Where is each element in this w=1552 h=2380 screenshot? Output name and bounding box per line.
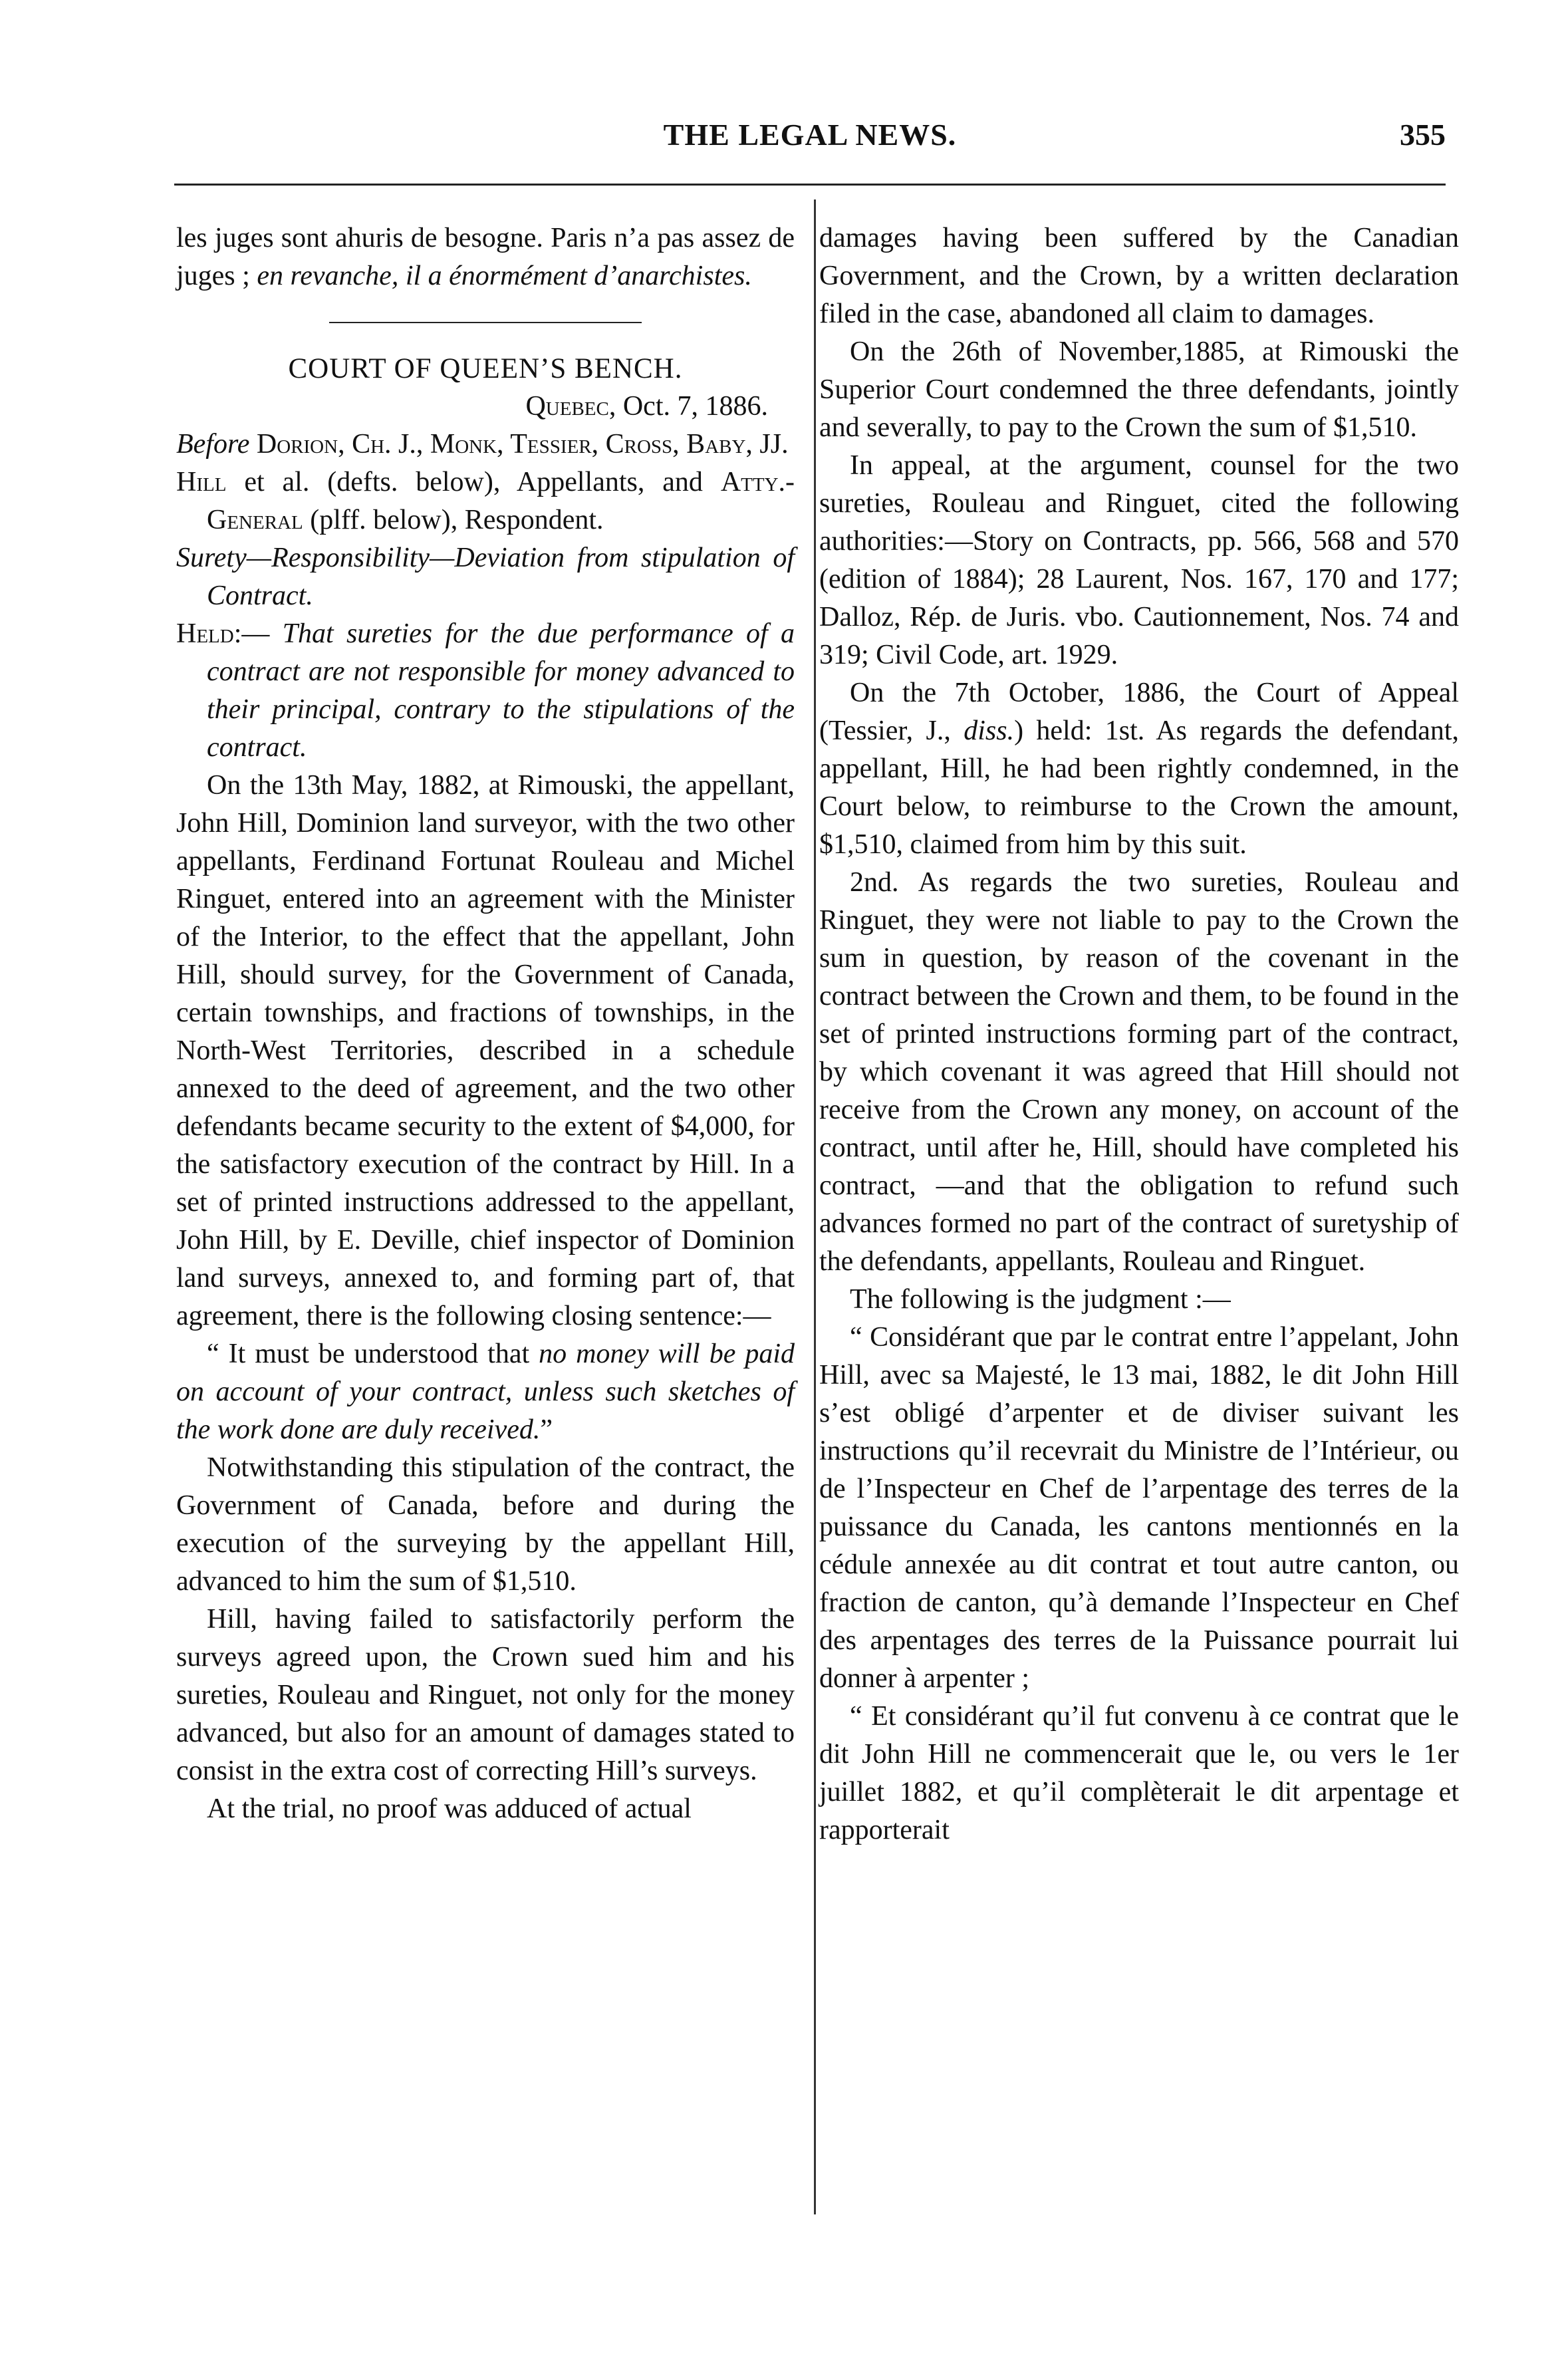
right-column [819, 219, 1459, 1849]
respondent-desc: (plff. below), Respondent. [310, 505, 604, 535]
held-colon: :— [233, 618, 270, 649]
column-divider [814, 199, 816, 2214]
before-word: Before [176, 429, 250, 460]
court-date: Oct. 7, 1886. [622, 391, 768, 422]
judgment-intro: The following is the judgment :— [850, 1284, 1231, 1315]
considerant-paragraph-2: “ Et considérant qu’il fut convenu à ce contrat que le dit John Hill ne commencerait que le, ou vers le 1er juillet 1882, et qu’il complèterait le dit arpentage et rapporterait [819, 1701, 1459, 1845]
held-label: Held [176, 618, 234, 649]
sureties-paragraph: 2nd. As regards the two sureties, Rouleau and Ringuet, they were not liable to pay to the Crown the sum in question, by reason of the covenant in the contract between the Crown and them, to be found in the set of printed instructions forming part of the contract, by which covenant it was agreed that Hill should not receive from the Crown any money, on account of the contract, until after he, Hill, should have completed his contract, —and that the obligation to refund such advances formed no part of the contract of suretyship of the defendants, appellants, Rouleau and Ringuet. [819, 867, 1459, 1277]
dissent-abbrev: diss. [964, 716, 1015, 746]
subject-line: Surety—Responsibility—Deviation from stipulation of Contract. [176, 543, 795, 611]
left-column [176, 219, 795, 1828]
section-rule [329, 322, 642, 323]
appeal-held-a: On the 7th October, 1886, the Court of Appeal (Tessier, J., [819, 678, 1459, 746]
running-title: THE LEGAL NEWS. [663, 118, 957, 152]
facts-paragraph: On the 13th May, 1882, at Rimouski, the appellant, John Hill, Dominion land surveyor, with the two other appellants, Ferdinand Fortunat Rouleau and Michel Ringuet, entered into an agreement with the Minister of the Interior, to the effect that the appellant, John Hill, should survey, for the Government of Canada, certain townships, and fractions of townships, in the North-West Territories, described in a schedule annexed to the deed of agreement, and the two other defendants became security to the extent of $4,000, for the satisfactory execution of the contract by Hill. In a set of printed instructions addressed to the appellant, John Hill, by E. Deville, chief inspector of Dominion land surveys, annexed to, and forming part of, that agreement, there is the following closing sentence:— [176, 770, 795, 1331]
page-header [174, 112, 1446, 165]
authorities-paragraph: In appeal, at the argument, counsel for the two sureties, Rouleau and Ringuet, cited the following authorities:—Story on Contracts, pp. 566, 568 and 570 (edition of 1884); 28 Laurent, Nos. 167, 170 and 177; Dalloz, Rép. de Juris. vbo. Cautionnement, Nos. 74 and 319; Civil Code, art. 1929. [819, 450, 1459, 670]
appellant-desc: et al. (defts. below), Appellants, and [244, 467, 703, 497]
quote-italic: no money will be paid on account of your contract, unless such sketches of the work done are duly received. [176, 1339, 795, 1445]
quote-close: ” [540, 1414, 553, 1445]
header-rule [174, 184, 1446, 186]
appeal-held-c: ) held: 1st. As regards the defendant, appellant, Hill, he had been rightly condemned, in the Court below, to reimburse to the Crown the amount, $1,510, claimed from him by this suit. [819, 716, 1460, 860]
superior-court-paragraph: On the 26th of November,1885, at Rimouski the Superior Court condemned the three defendants, jointly and severally, to pay to the Crown the sum of $1,510. [819, 336, 1459, 443]
headnote [176, 615, 795, 767]
suit-paragraph: Hill, having failed to satisfactorily perform the surveys agreed upon, the Crown sued him and his sureties, Rouleau and Ringuet, not only for the money advanced, but also for an amount of damages stated to consist in the extra cost of correcting Hill’s surveys. [176, 1604, 795, 1786]
damages-paragraph: damages having been suffered by the Canadian Government, and the Crown, by a written declaration filed in the case, abandoned all claim to damages. [819, 223, 1459, 329]
quote-open: “ It must be understood that [207, 1339, 530, 1369]
page-number: 355 [1400, 118, 1446, 152]
court-heading: COURT OF QUEEN’S BENCH. [288, 353, 683, 384]
respondent-name: Atty.-General [207, 467, 795, 535]
held-text: That sureties for the due performance of a contract are not responsible for money advanced to their principal, contrary to the stipulations of the contract. [207, 618, 795, 763]
appeal-held-paragraph [819, 674, 1459, 864]
bench-line [176, 426, 795, 463]
judges-list: Dorion, Ch. J., Monk, Tessier, Cross, Baby, JJ. [256, 429, 789, 460]
quoted-sentence [176, 1335, 795, 1449]
continuation-italic: en revanche, il a énormément d’anarchistes. [257, 261, 752, 291]
advance-paragraph: Notwithstanding this stipulation of the contract, the Government of Canada, before and during the execution of the surveying by the appellant Hill, advanced to him the sum of $1,510. [176, 1452, 795, 1597]
continuation-text: les juges sont ahuris de besogne. Paris n’a pas assez de juges ; [176, 223, 795, 291]
appellant-name: Hill [176, 467, 227, 497]
court-dateline [176, 388, 795, 426]
considerant-paragraph-1: “ Considérant que par le contrat entre l’appelant, John Hill, avec sa Majesté, le 13 mai, 1882, le dit John Hill s’est obligé d’arpenter et de diviser suivant les instructions qu’il recevrait du Ministre de l’Intérieur, ou de l’Inspecteur en Chef de l’arpentage des terres de la puissance du Canada, les cantons mentionnés en la cédule annexée au dit contrat et tout autre canton, ou fraction de canton, qu’à demande l’Inspecteur en Chef des arpentages des terres de la Puissance pourrait lui donner à arpenter ; [819, 1322, 1459, 1694]
continuation-paragraph [176, 219, 795, 295]
court-place: Quebec, [525, 391, 616, 422]
trial-paragraph: At the trial, no proof was adduced of actual [207, 1793, 692, 1824]
parties-line [176, 463, 795, 539]
